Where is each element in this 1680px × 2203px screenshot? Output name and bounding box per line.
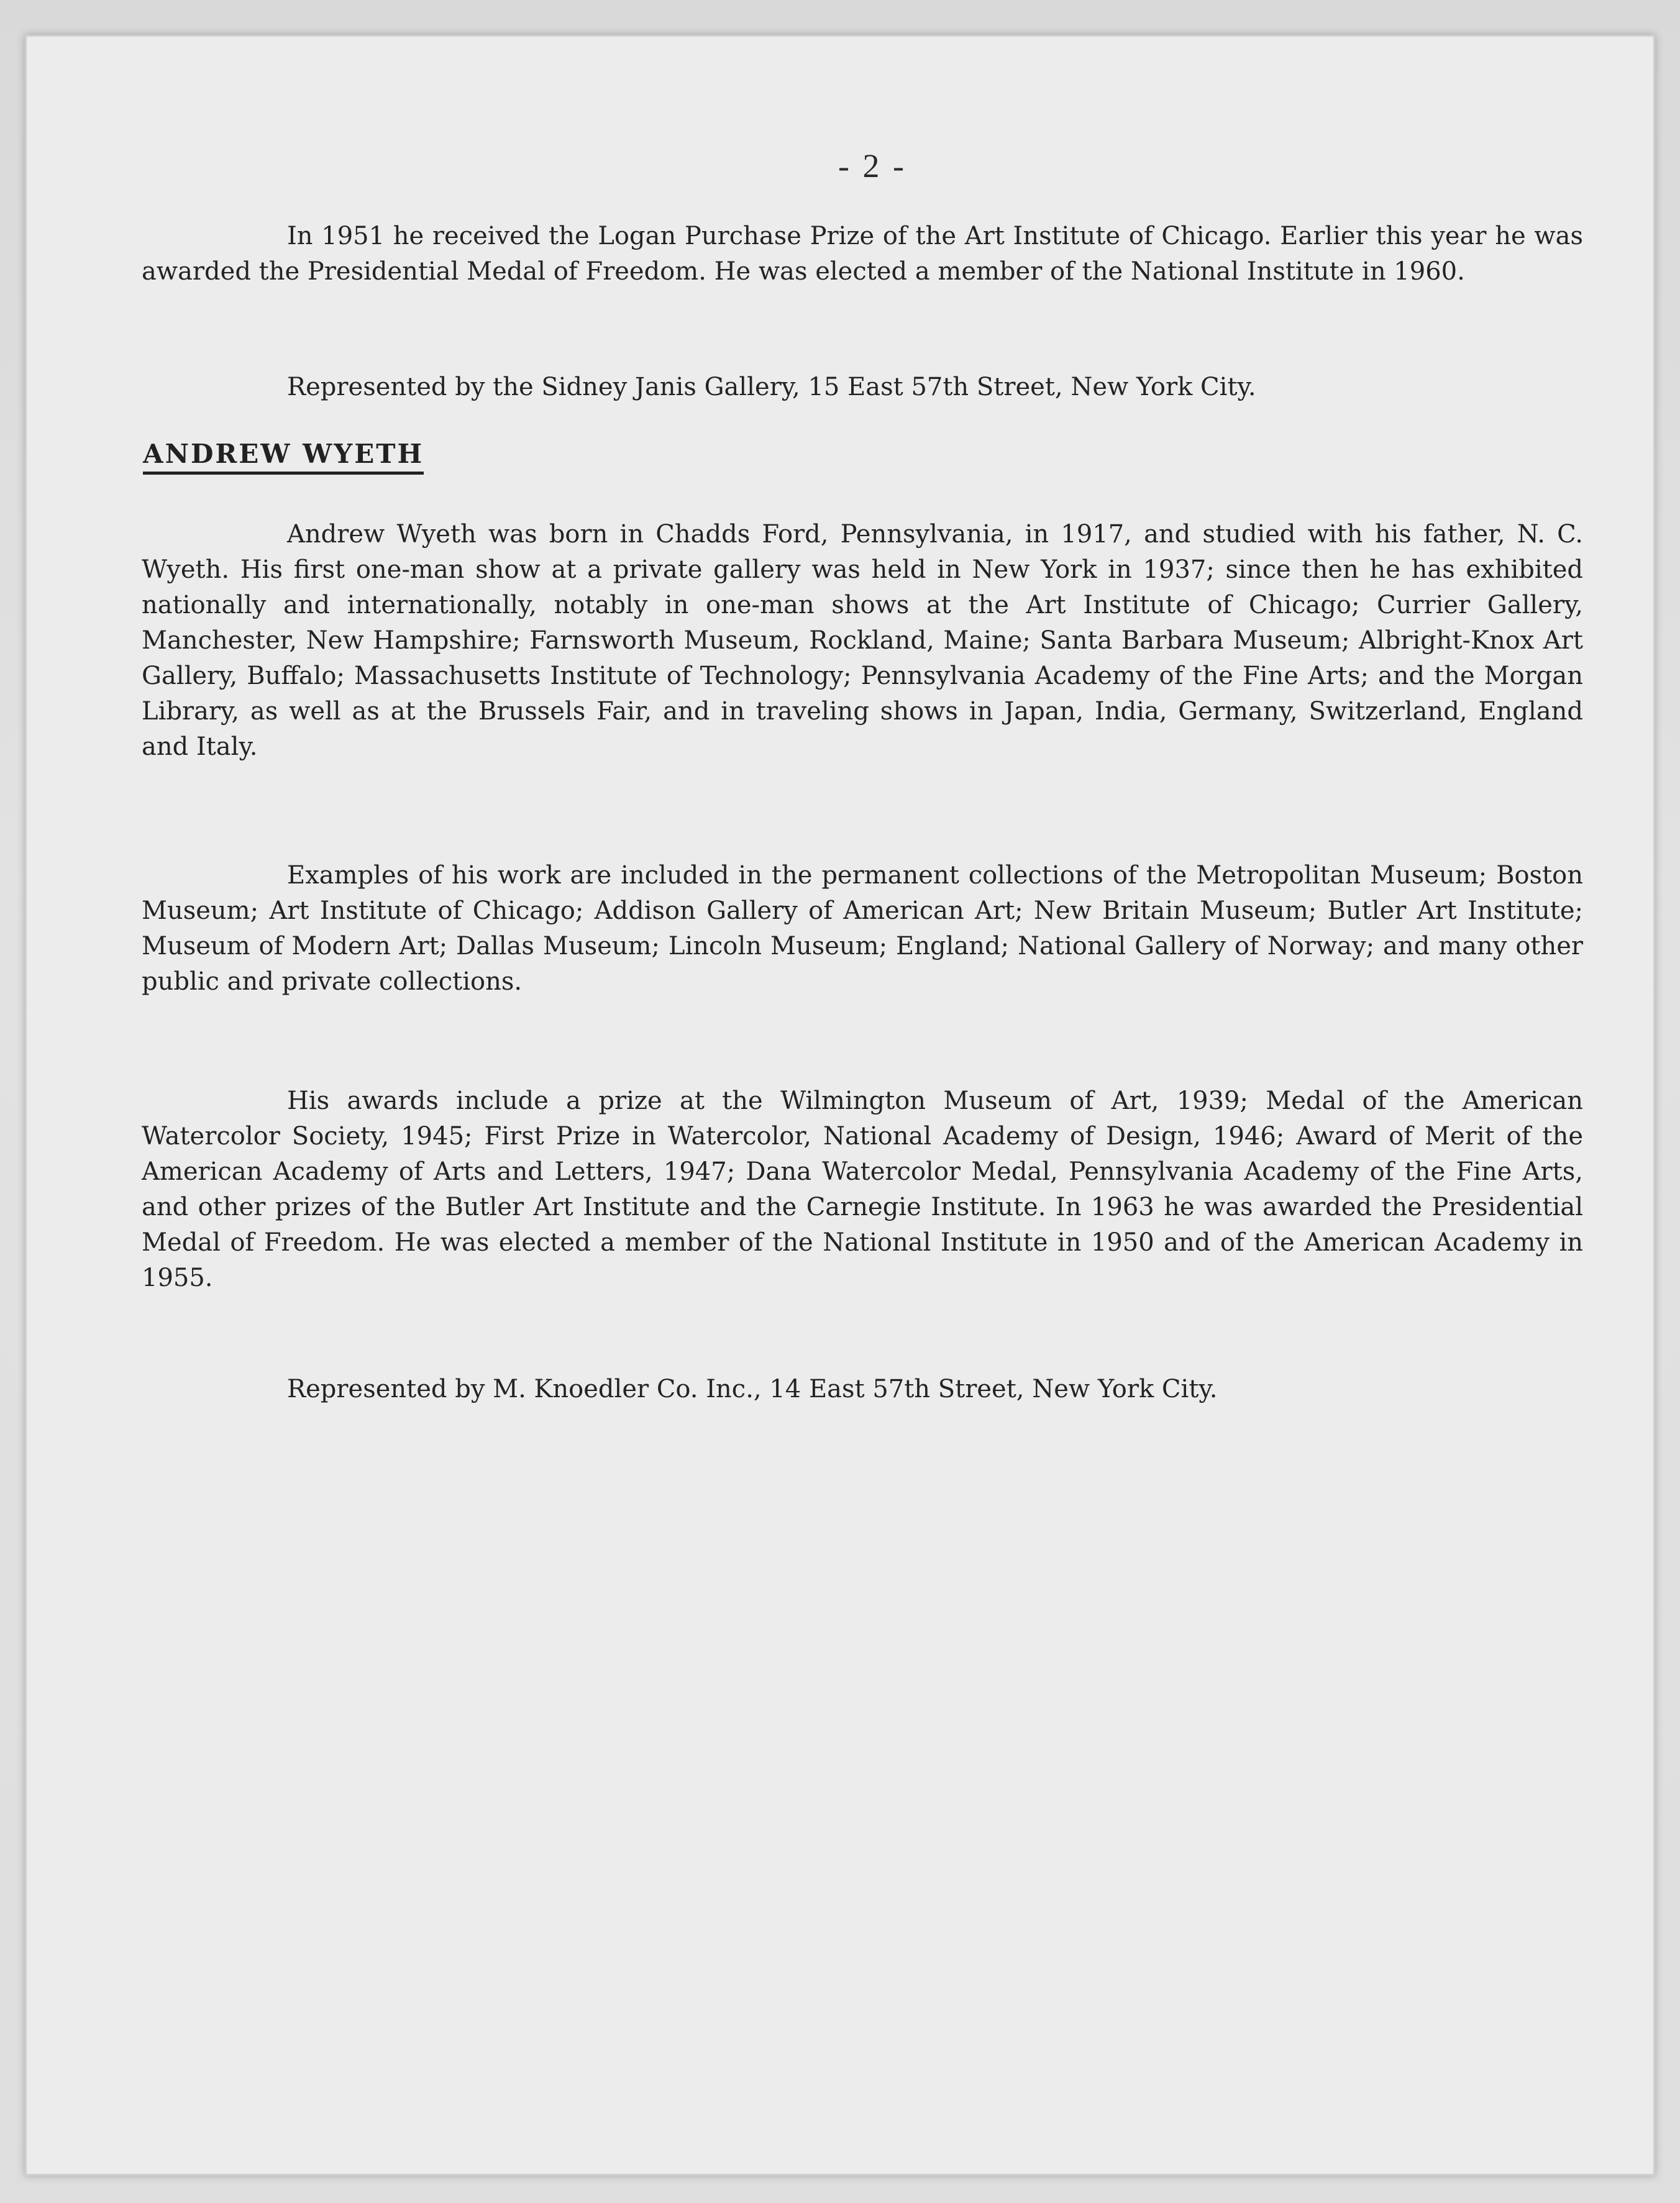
paragraph-wyeth-awards: His awards include a prize at the Wilmington Museum of Art, 1939; Medal of the American Watercolor Society, 1945; First Prize in Watercolor, National Academy of Design, 1946; Award of Merit of the American Academy of Arts and Letters, 1947; Dana Watercolor Medal, Pennsylvania Academy of the Fine Arts, and other prizes of the Butler Art Institute and the Carnegie Institute. In 1963 he was awarded the Presidential Medal of Freedom. He was elected a member of the National Institute in 1950 and of the American Academy in 1955. [142,1087,1583,1292]
paragraph-wyeth-biography: Andrew Wyeth was born in Chadds Ford, Pennsylvania, in 1917, and studied with his father, N. C. Wyeth. His first one-man show at a private gallery was held in New York in 1937; since then he has exhibited nationally and internationally, notably in one-man shows at the Art Institute of Chicago; Currier Gallery, Manchester, New Hampshire; Farnsworth Museum, Rockland, Maine; Santa Barbara Museum; Albright-Knox Art Gallery, Buffalo; Massachusetts Institute of Technology; Pennsylvania Academy of the Fine Arts; and the Morgan Library, as well as at the Brussels Fair, and in traveling shows in Japan, India, Germany, Switzerland, England and Italy. [142,520,1583,761]
page-number: - 2 - [838,147,906,185]
paragraph-logan-prize: In 1951 he received the Logan Purchase Prize of the Art Institute of Chicago. Earlier this year he was awarded the Presidential Medal of Freedom. He was elected a member of the National Institute in 1960. [142,222,1583,286]
paragraph-wyeth-collections: Examples of his work are included in the permanent collections of the Metropolitan Museum; Boston Museum; Art Institute of Chicago; Addison Gallery of American Art; New Britain Museum; Butler Art Institute; Museum of Modern Art; Dallas Museum; Lincoln Museum; England; National Gallery of Norway; and many other public and private collections. [142,861,1583,996]
section-heading-andrew-wyeth: ANDREW WYETH [143,439,424,475]
paragraph-janis-gallery: Represented by the Sidney Janis Gallery, 15 East 57th Street, New York City. [287,373,1256,401]
paragraph-knoedler-gallery: Represented by M. Knoedler Co. Inc., 14 East 57th Street, New York City. [287,1375,1218,1403]
